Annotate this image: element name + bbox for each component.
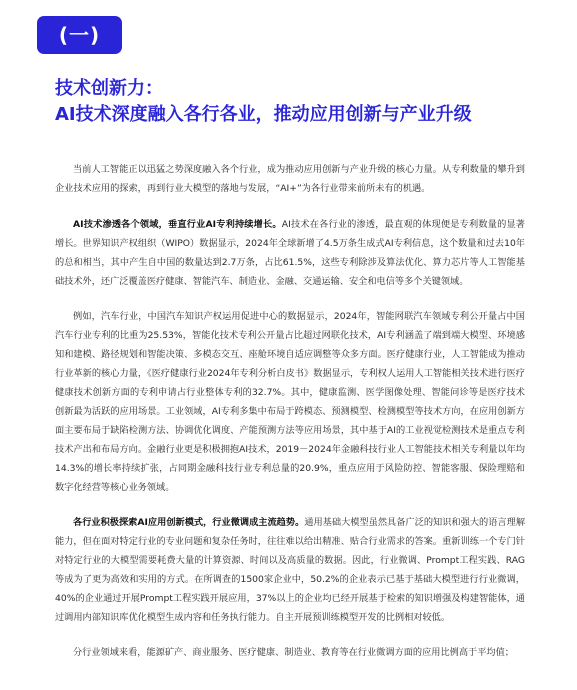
paragraph-text: 分行业领域来看，能源矿产、商业服务、医疗健康、制造业、教育等在行业微调方面的应用比例高于平均值； bbox=[73, 647, 514, 658]
paragraph-by-industry bbox=[55, 643, 525, 662]
paragraph-text: 例如，汽车行业，中国汽车知识产权运用促进中心的数据显示，2024年，智能网联汽车领域专利公开量占中国汽车行业专利的比重为25.53%，智能化技术专利公开量占比超过网联化技术，AI专利涵盖了端到端大模型、环境感知和建模、路径规划和智能决策、多模态交互、座舱环境自适应调整等众多方面。医疗健康行业，人工智能成为推动行业革新的核心力量，《医疗健康行业2024年专利分析白皮书》数据显示，专利权人运用人工智能相关技术进行医疗健康技术创新方面的专利申请占行业整体专利的32.7%。其中，健康监测、医学图像处理、智能问诊等是医疗技术创新最为活跃的应用场景。工业领域，AI专利多集中布局于跨模态、预测模型、检测模型等技术方向，在应用创新方面主要布局于缺陷检测方法、协调优化调度、产能预测方法等应用场景，其中基于AI的工业视觉检测技术是重点专利技术产出和布局方向。金融行业更是积极拥抱AI技术，2019－2024年金融科技行业人工智能技术相关专利量以年均14.3%的增长率持续扩张，占同期金融科技行业专利总量的20.9%，重点应用于风险防控、智能客服、保险理赔和数字化经营等核心业务领域。 bbox=[55, 311, 525, 493]
section-title: 技术创新力： bbox=[55, 78, 163, 99]
paragraph-industry-examples bbox=[55, 307, 525, 497]
paragraph-text: 通用基础大模型虽然具备广泛的知识和强大的语言理解能力，但在面对特定行业的专业问题和复杂任务时，往往难以给出精准、贴合行业需求的答案。重新训练一个专门针对特定行业的大模型需要耗费大量的计算资源、时间以及高质量的数据。因此，行业微调、Prompt工程实践、RAG等成为了更为高效和实用的方式。在所调查的1500家企业中，50.2%的企业表示已基于基础大模型进行行业微调，40%的企业通过开展Prompt工程实践开展应用，37%以上的企业均已经开展基于检索的知识增强及构建智能体，通过调用内部知识库优化模型生成内容和任务执行能力。自主开展预训练模型开发的比例相对较低。 bbox=[55, 517, 526, 623]
paragraph-text: AI技术在各行业的渗透，最直观的体现便是专利数量的显著增长。世界知识产权组织（WIPO）数据显示，2024年全球新增了4.5万条生成式AI专利信息，这个数量和过去10年的总和相当，其中产生自中国的数量达到2.7万条，占比61.5%，这些专利除涉及算法优化、算力芯片等人工智能基础技术外，还广泛覆盖医疗健康、智能汽车、制造业、金融、交通运输、安全和电信等多个关键领域。 bbox=[55, 219, 525, 287]
paragraph-ai-patents bbox=[55, 215, 525, 291]
paragraph-finetuning bbox=[55, 513, 525, 627]
paragraph-lead: 各行业积极探索AI应用创新模式，行业微调成主流趋势。 bbox=[73, 517, 305, 528]
body-text bbox=[55, 160, 525, 678]
section-subtitle: AI技术深度融入各行各业，推动应用创新与产业升级 bbox=[55, 104, 472, 125]
section-badge: (一) bbox=[37, 16, 122, 54]
paragraph-lead: AI技术渗透各个领域，垂直行业AI专利持续增长。 bbox=[73, 219, 282, 230]
paragraph-intro bbox=[55, 160, 525, 198]
paragraph-text: 当前人工智能正以迅猛之势深度融入各个行业，成为推动应用创新与产业升级的核心力量。从专利数量的攀升到企业技术应用的探索，再到行业大模型的落地与发展，“AI+”为各行业带来前所未有的机遇。 bbox=[55, 164, 525, 194]
